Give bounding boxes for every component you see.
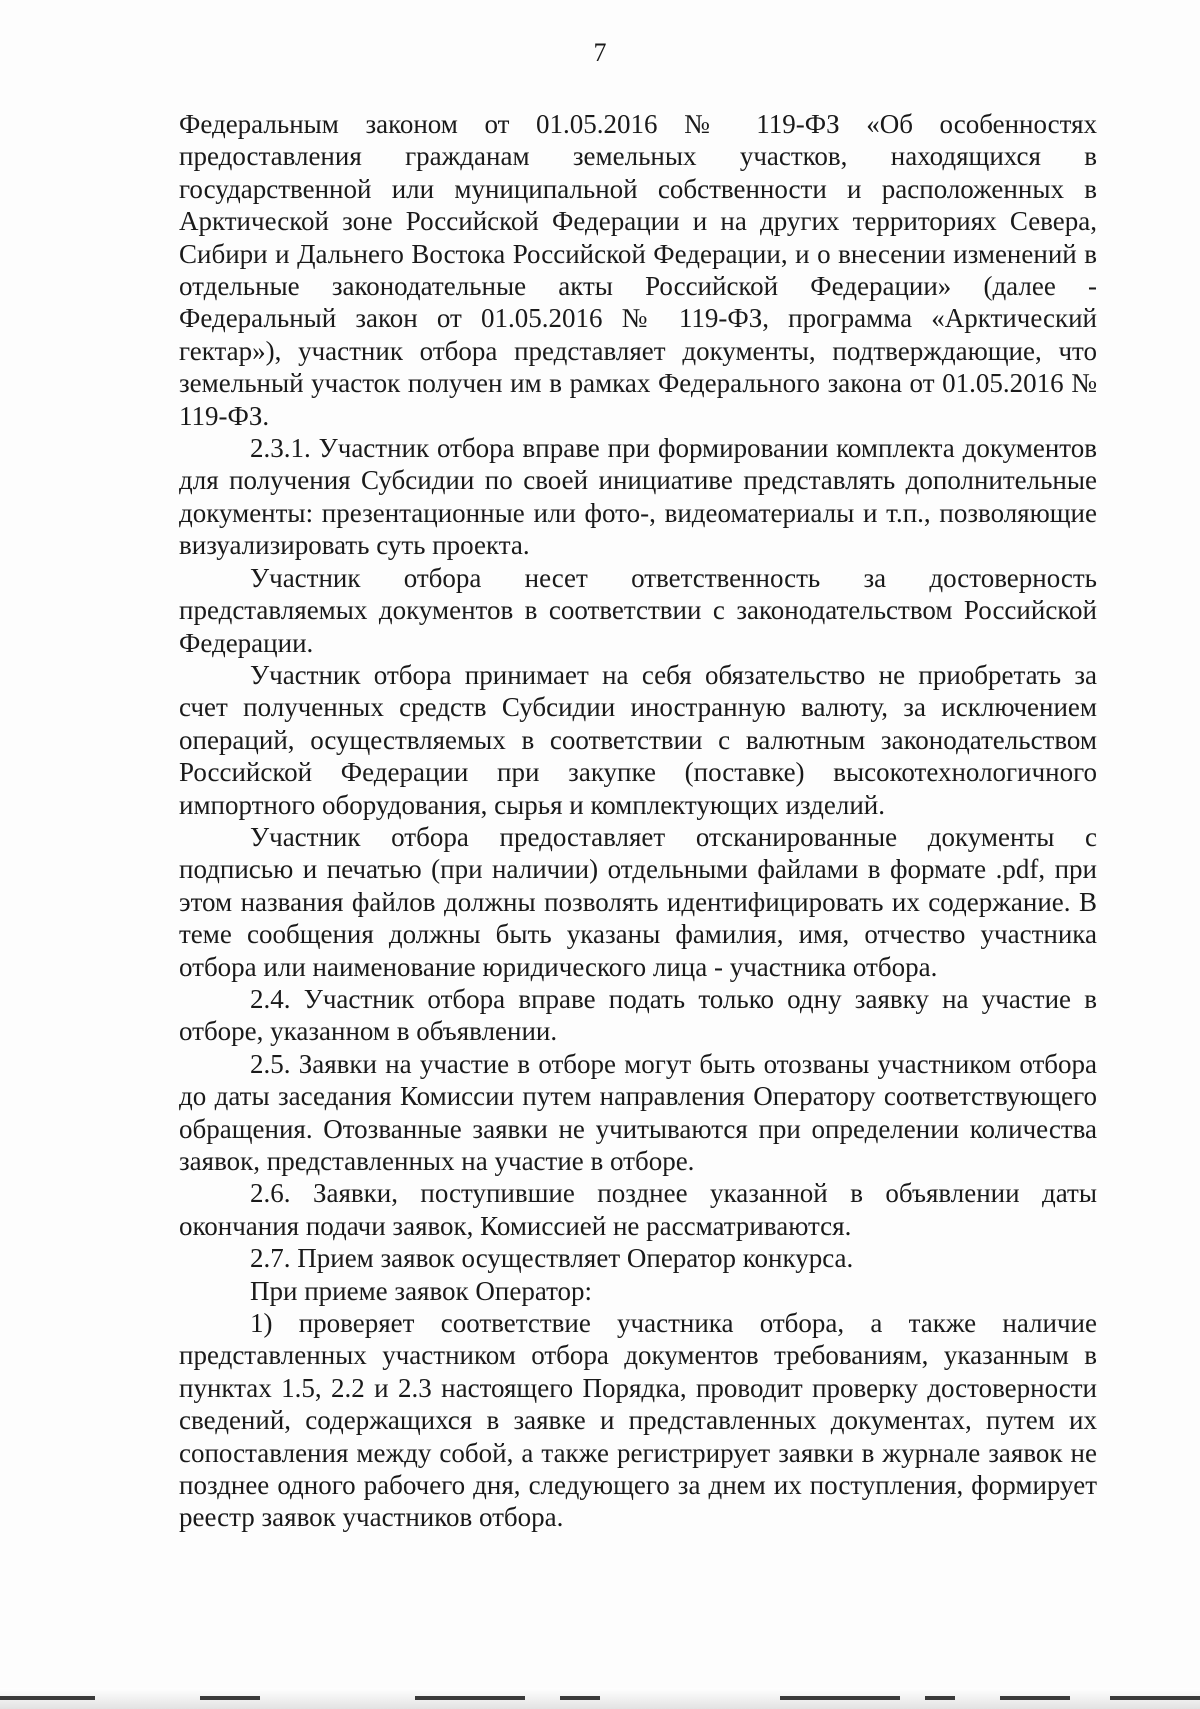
paragraph-operator-intro: При приеме заявок Оператор: <box>250 1275 593 1306</box>
paragraph-2-4: 2.4. Участник отбора вправе подать только одну заявку на участие в отборе, указанном в объявлении. <box>179 983 1097 1047</box>
document-body <box>179 108 1097 1534</box>
paragraph-continuation: Федеральным законом от 01.05.2016 № 119-ФЗ «Об особенностях предоставления гражданам земельных участков, находящихся в государственной или муниципальной собственности и расположенных в Арктической зоне Российской Федерации и на других территориях Севера, Сибири и Дальнего Востока Российской Федерации, и о внесении изменений в отдельные законодательные акты Российской Федерации» (далее - Федеральный закон от 01.05.2016 № 119-ФЗ, программа «Арктический гектар»), участник отбора представляет документы, подтверждающие, что земельный участок получен им в рамках Федерального закона от 01.05.2016 № 119-ФЗ. <box>179 109 1097 431</box>
scan-bottom-edge <box>0 1688 1200 1709</box>
paragraph-2-7: 2.7. Прием заявок осуществляет Оператор конкурса. <box>250 1243 854 1274</box>
paragraph-2-5: 2.5. Заявки на участие в отборе могут быть отозваны участником отбора до даты заседания Комиссии путем направления Оператору соответствующего обращения. Отозванные заявки не учитываются при определении количества заявок, представленных на участие в отборе. <box>179 1048 1097 1176</box>
paragraph-scanned-documents: Участник отбора предоставляет отсканированные документы с подписью и печатью (при наличии) отдельными файлами в формате .pdf, при этом названия файлов должны позволять идентифицировать их содержание. В теме сообщения должны быть указаны фамилия, имя, отчество участника отбора или наименование юридического лица - участника отбора. <box>179 821 1097 982</box>
paragraph-2-6: 2.6. Заявки, поступившие позднее указанной в объявлении даты окончания подачи заявок, Комиссией не рассматриваются. <box>179 1178 1097 1241</box>
page-number: 7 <box>593 38 607 67</box>
paragraph-currency-obligation: Участник отбора принимает на себя обязательство не приобретать за счет полученных средств Субсидии иностранную валюту, за исключением операций, осуществляемых в соответствии с валютным законодательством Российской Федерации при закупке (поставке) высокотехнологичного импортного оборудования, сырья и комплектующих изделий. <box>179 659 1097 820</box>
paragraph-responsibility: Участник отбора несет ответственность за достоверность представляемых документов в соответствии с законодательством Российской Федерации. <box>179 562 1097 658</box>
paragraph-item-1: 1) проверяет соответствие участника отбора, а также наличие представленных участником отбора документов требованиям, указанным в пунктах 1.5, 2.2 и 2.3 настоящего Порядка, проводит проверку достоверности сведений, содержащихся в заявке и представленных документах, путем их сопоставления между собой, а также регистрирует заявки в журнале заявок не позднее одного рабочего дня, следующего за днем их поступления, формирует реестр заявок участников отбора. <box>179 1308 1097 1533</box>
paragraph-2-3-1: 2.3.1. Участник отбора вправе при формировании комплекта документов для получения Субсидии по своей инициативе представлять дополнительные документы: презентационные или фото-, видеоматериалы и т.п., позволяющие визуализировать суть проекта. <box>179 433 1097 561</box>
